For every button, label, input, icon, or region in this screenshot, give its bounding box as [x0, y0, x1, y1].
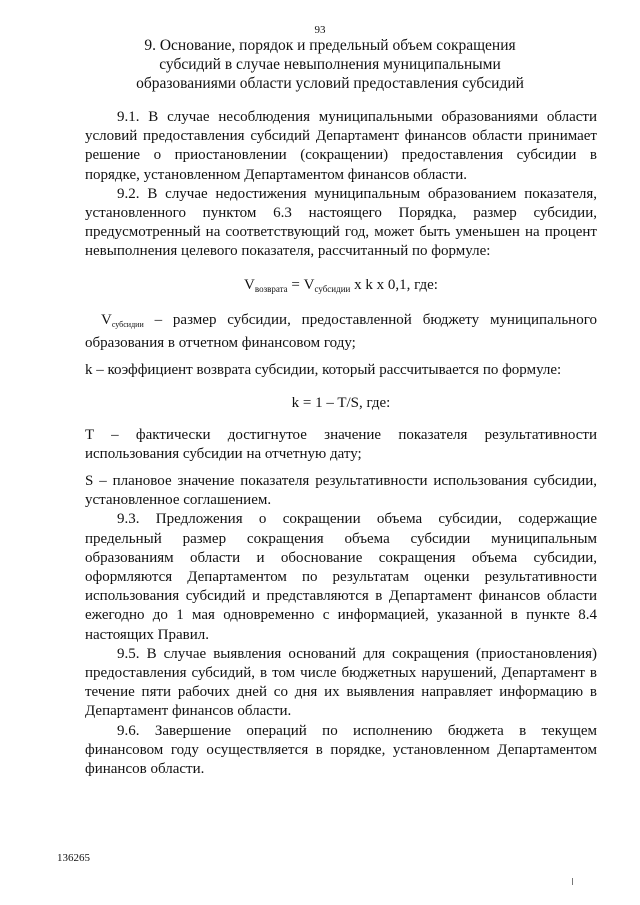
paragraph-9-1: 9.1. В случае несоблюдения муниципальными образованиями области условий предоставления субсидий Департамент финансов области принимает решение о приостановлении (сокращении) предоставления субсидии в порядке, установленном Департаментом финансов области.	[85, 109, 597, 183]
paragraph-9-5: 9.5. В случае выявления оснований для сокращения (приостановления) предоставления субсидий, в том числе бюджетных нарушений, Департамент в течение пяти рабочих дней со дня их выявления направляет информацию в Департамент финансов области.	[85, 645, 597, 720]
heading-line-2: субсидий в случае невыполнения муниципальными	[159, 56, 501, 73]
definition-s: S – плановое значение показателя результативности использования субсидии, установленное соглашением.	[85, 473, 597, 509]
def-v-sub: субсидии	[111, 319, 144, 329]
paragraph-9-2: 9.2. В случае недостижения муниципальным образованием показателя, установленного пунктом 6.3 настоящего Порядка, размер субсидии, предусмотренный на соответствующий год, может быть уменьшен на процент невыполнения целевого показателя, рассчитанный по формуле:	[85, 185, 597, 260]
formula-v: V	[244, 276, 255, 293]
formula-return-amount	[85, 276, 597, 299]
formula-equals: = V	[287, 276, 315, 293]
formula-sub-subsidy: субсидии	[314, 283, 351, 294]
def-v-text: – размер субсидии, предоставленной бюджету муниципального образования в отчетном финансовом году;	[85, 311, 597, 352]
heading-line-1: 9. Основание, порядок и предельный объем сокращения	[144, 37, 516, 54]
paragraph-9-6: 9.6. Завершение операций по исполнению бюджета в текущем финансовом году осуществляется в порядке, установленном Департаментом финансов области.	[85, 722, 597, 778]
formula-k: k = 1 – T/S, где:	[291, 395, 391, 412]
footer-document-code: 136265	[57, 852, 90, 864]
page-number: 93	[314, 24, 326, 36]
document-body	[85, 108, 597, 779]
definition-t: T – фактически достигнутое значение показателя результативности использования субсидии на отчетную дату;	[85, 426, 597, 462]
formula-sub-return: возврата	[254, 283, 288, 294]
def-v-symbol: V	[101, 311, 112, 328]
heading-line-3: образованиями области условий предоставления субсидий	[136, 75, 524, 92]
formula-tail: x k x 0,1, где:	[350, 276, 438, 293]
paragraph-9-3: 9.3. Предложения о сокращении объема субсидии, содержащие предельный размер сокращения объема субсидии муниципальным образованиям области и обоснование сокращения объема субсидии, оформляются Департаментом по результатам оценки результативности использования субсидий и представляются в Департамент финансов области ежегодно до 1 мая одновременно с информацией, указанной в пункте 8.4 настоящих Правил.	[85, 511, 597, 643]
scan-mark	[572, 878, 573, 885]
section-heading	[120, 36, 540, 93]
definition-v-subsidy	[85, 311, 597, 353]
definition-k: k – коэффициент возврата субсидии, который рассчитывается по формуле:	[85, 362, 562, 379]
